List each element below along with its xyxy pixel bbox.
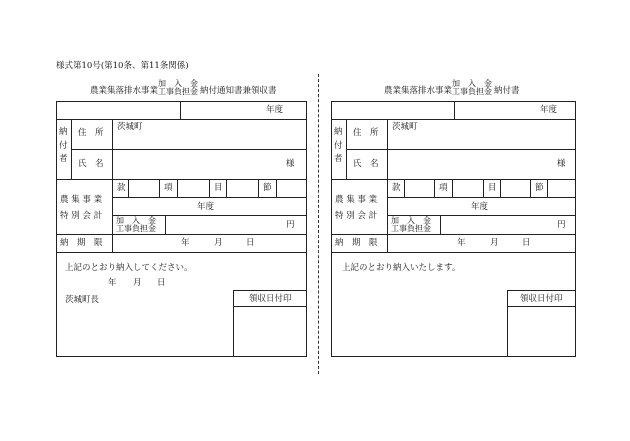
- right-title-suffix: 納付書: [494, 86, 520, 96]
- cut-line: [318, 74, 319, 374]
- right-kan: 款: [392, 183, 401, 193]
- left-fee-top: 加 入 金: [116, 216, 156, 225]
- left-fee-bottom: 工事負担金: [116, 224, 156, 234]
- left-title-bottom: 工事負担金: [158, 87, 198, 97]
- left-issue-hi: 日: [157, 278, 166, 288]
- right-title-bottom: 工事負担金: [452, 87, 492, 97]
- right-deadline-nen: 年: [457, 238, 466, 248]
- left-fiscal-year: 年度: [266, 105, 284, 115]
- right-deadline-label: 納 期 限: [335, 238, 378, 248]
- right-deadline-tsuki: 月: [490, 238, 499, 248]
- left-issue-tsuki: 月: [133, 278, 142, 288]
- right-account-label-2: 特 別 会 計: [335, 211, 378, 221]
- left-issuer: 茨城町長: [65, 295, 100, 305]
- left-moku: 目: [214, 183, 223, 193]
- right-title-prefix: 農業集落排水事業: [384, 86, 453, 96]
- right-deadline-hi: 日: [522, 238, 531, 248]
- right-fiscal-year: 年度: [540, 105, 558, 115]
- right-moku: 目: [488, 183, 497, 193]
- right-year2: 年度: [471, 202, 489, 212]
- right-yen: 円: [557, 220, 566, 230]
- left-title-prefix: 農業集落排水事業: [90, 86, 159, 96]
- left-issue-nen: 年: [108, 278, 117, 288]
- left-deadline-nen: 年: [181, 238, 190, 248]
- right-message: 上記のとおり納入いたします。: [342, 263, 461, 273]
- left-address-label: 住 所: [78, 128, 104, 138]
- right-title-top: 加 入 金: [452, 79, 492, 88]
- left-message: 上記のとおり納入してください。: [65, 263, 193, 273]
- right-honorific: 様: [557, 159, 566, 169]
- left-address-value[interactable]: 茨城町: [117, 122, 143, 132]
- left-title-stack: [158, 80, 198, 97]
- right-account-label-1: 農 集 事 業: [335, 195, 378, 205]
- left-title-suffix: 納付通知書兼領収書: [200, 86, 277, 96]
- left-year2: 年度: [197, 202, 215, 212]
- form-number-label: 様式第10号(第10条、第11条関係): [56, 61, 189, 71]
- right-payer-label: 納 付 者: [334, 127, 343, 165]
- right-kou: 項: [439, 183, 448, 193]
- left-setsu: 節: [263, 183, 272, 193]
- left-kou: 項: [164, 183, 173, 193]
- right-address-label: 住 所: [353, 128, 379, 138]
- right-stamp-label: 領収日付印: [520, 294, 563, 304]
- right-fee-bottom: 工事負担金: [391, 224, 431, 234]
- left-name-label: 氏 名: [78, 159, 104, 169]
- right-name-label: 氏 名: [353, 159, 379, 169]
- right-setsu: 節: [535, 183, 544, 193]
- left-yen: 円: [286, 220, 295, 230]
- left-honorific: 様: [286, 159, 295, 169]
- left-deadline-tsuki: 月: [214, 238, 223, 248]
- left-deadline-label: 納 期 限: [60, 238, 103, 248]
- right-title-stack: [452, 80, 492, 97]
- left-deadline-hi: 日: [246, 238, 255, 248]
- left-fee-stack: [116, 217, 156, 234]
- left-account-label-2: 特 別 会 計: [60, 211, 103, 221]
- left-stamp-label: 領収日付印: [249, 294, 292, 304]
- right-fee-stack: [391, 217, 431, 234]
- right-fee-top: 加 入 金: [391, 216, 431, 225]
- left-payer-label: 納 付 者: [59, 127, 68, 165]
- left-kan: 款: [117, 183, 126, 193]
- right-address-value[interactable]: 茨城町: [392, 122, 418, 132]
- left-title-top: 加 入 金: [158, 79, 198, 88]
- left-account-label-1: 農 集 事 業: [60, 195, 103, 205]
